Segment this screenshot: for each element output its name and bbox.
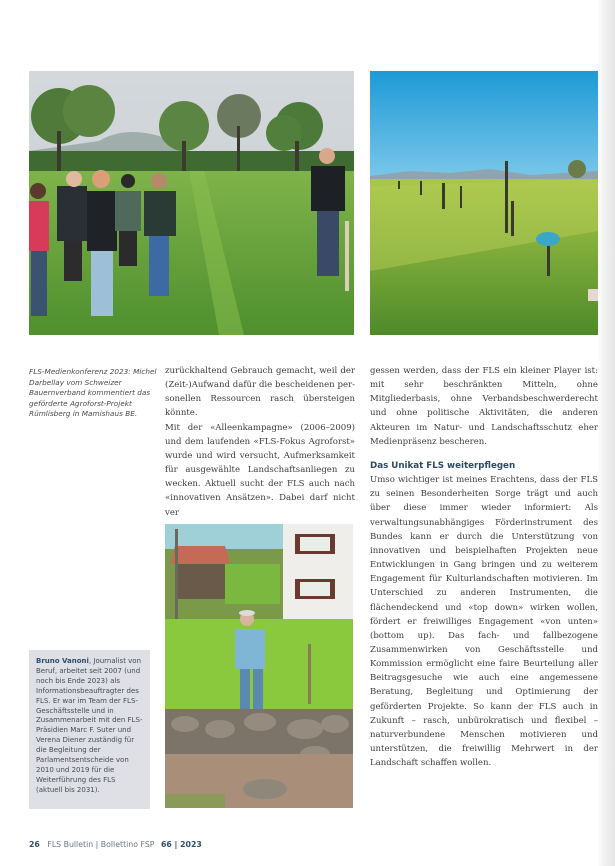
field-young-trees-image <box>370 71 598 335</box>
section-heading: Das Unikat FLS weiterpflegen <box>370 460 516 471</box>
page-edge-shadow <box>597 0 615 866</box>
issue-number: 66 | 2023 <box>160 840 202 849</box>
garden-stone-wall-image <box>165 524 353 808</box>
meadow-group-image <box>29 71 354 335</box>
paragraph: gessen werden, dass der FLS ein kleiner Player ist: mit sehr beschränkten Mitteln, ohne Mitgliederbasis, ohne Verbandsbeschwerderecht und ohne politische Aktivitäten, die anderen Akteuren im Natur- und Landschaftsschutz eher Medienpräsenz bescheren. <box>370 366 598 447</box>
photo-press-conference <box>29 71 354 335</box>
page-number: 26 <box>29 840 40 849</box>
author-bio-box <box>29 650 150 809</box>
body-column-middle <box>165 364 355 520</box>
paragraph: Umso wichtiger ist meines Erachtens, dass der FLS zu seinen Besonderheiten Sorge trägt und auch über diese immer wieder informiert: Als verwaltungsunabhängiges Förderinstrument des Bundes kann er durch die Unterstützung von innovativen und beispielhaften Projekten neue Entwicklungen in Gang bringen und zu weiterem Engagement für Kulturlandschaften motivieren. Im Unterschied zu anderen Instrumenten, die flächendeckend und «top down» wirken wollen, fördert er freiwilliges Engagement «von unten» (bottom up). Das fach- und fallbezogene Zusammenwirken von Geschäftsstelle und Kommission ermöglicht eine faire Beurteilung aller Beitragsgesuche wie auch eine angemessene Beratung, Begleitung und Optimierung der geförderten Projekte. So kann der FLS auch in Zukunft – rasch, unbürokratisch und flexibel – naturverbundene Menschen motivieren und unterstützen, die freiwillig Mehrwert in der Landschaft schaffen wollen. <box>370 475 598 769</box>
page-footer <box>29 840 202 849</box>
paragraph: Mit der «Alleenkampagne» (2006–2009) und dem laufenden «FLS-Fokus Agroforst» wurde und wird versucht, Aufmerksamkeit für ausgewählte Landschaftsanliegen zu wecken. Aktuell sucht der FLS auch nach «innovativen Ansätzen». Dabei darf nicht ver <box>165 422 355 518</box>
paragraph: zurückhaltend Gebrauch gemacht, weil der (Zeit-)Aufwand dafür die bescheidenen personellen Ressourcen rasch übersteigen könnte. <box>165 366 355 419</box>
photo-agroforestry-field <box>370 71 598 335</box>
author-name: Bruno Vanoni <box>36 657 89 665</box>
publication-name: FLS Bulletin | Bollettino FSP <box>47 840 155 849</box>
body-column-right <box>370 364 598 770</box>
photo-caption: FLS-Medienkonferenz 2023: Michel Darbellay vom Schweizer Bauernverband kommentiert das geförderte Agroforst-Projekt Rümlisberg in Mamishaus BE. <box>29 367 157 419</box>
author-bio-text: , Journalist von Beruf, arbeitet seit 2007 (und noch bis Ende 2023) als Informationsbeauftragter des FLS. Er war im Team der FLS-Geschäftsstelle und in Zusammenarbeit mit den FLS-Präsidien Marc F. Suter und Verena Diener zuständig für die Begleitung der Parlamentsentscheide von 2010 und 2019 für die Weiterführung des FLS (aktuell bis 2031). <box>36 657 143 794</box>
photo-author-in-garden <box>165 524 353 808</box>
